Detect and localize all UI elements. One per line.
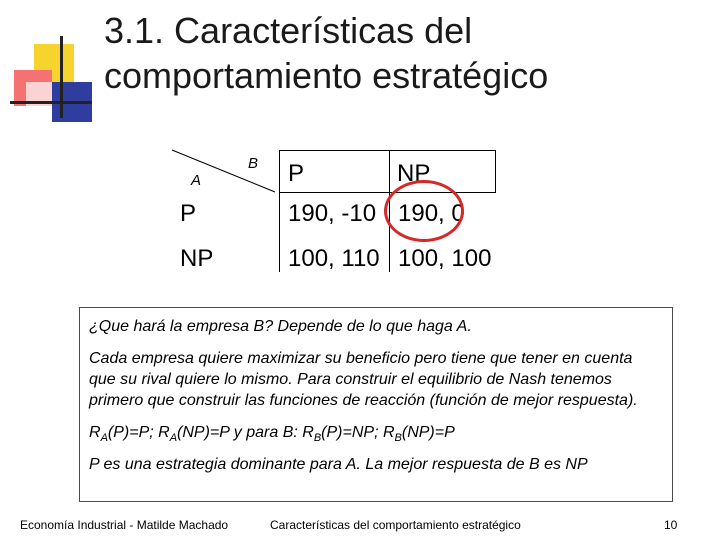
footer-author: Economía Industrial - Matilde Machado	[20, 518, 229, 532]
conclusion-text: P es una estrategia dominante para A. La mejor respuesta de B es NP	[89, 456, 588, 473]
reaction-sub-a2: A	[169, 432, 178, 445]
reaction-part3: (P)=NP; R	[321, 424, 395, 441]
reaction-part1: (P)=P; R	[107, 424, 170, 441]
cell-np-np: 100, 100	[398, 245, 492, 272]
cell-np-p: 100, 110	[288, 245, 380, 272]
row-player-label: A	[191, 172, 202, 189]
col-player-label: B	[248, 155, 259, 172]
row-header-np: NP	[180, 245, 214, 272]
logo-vertical-line	[60, 36, 63, 118]
row-header-p: P	[180, 200, 197, 227]
page-number: 10	[664, 518, 678, 532]
slide-title-line1: 3.1. Características del	[104, 10, 473, 51]
explanation-box	[79, 307, 673, 502]
table-hline-top	[279, 150, 496, 151]
reaction-functions	[89, 422, 663, 443]
corner-diagonal	[170, 148, 280, 196]
reaction-sub-b2: B	[394, 432, 402, 445]
question-text: ¿Que hará la empresa B? Depende de lo que haga A.	[89, 318, 472, 335]
col-header-p: P	[288, 160, 305, 187]
col-header-np: NP	[397, 160, 431, 187]
highlight-ellipse	[384, 180, 464, 242]
slide-title	[104, 8, 704, 98]
reaction-r: R	[89, 424, 101, 441]
table-vline-3	[495, 150, 496, 192]
logo-horizontal-line	[10, 101, 92, 104]
reaction-part2: (NP)=P y para B: R	[177, 424, 314, 441]
description-text: Cada empresa quiere maximizar su beneficio pero tiene que tener en cuenta que su rival quiere lo mismo. Para construir el equilibrio de Nash tenemos primero que construir las funciones de reacción (función de mejor respuesta).	[89, 350, 638, 409]
footer-topic: Características del comportamiento estratégico	[270, 518, 521, 532]
reaction-part4: (NP)=P	[401, 424, 455, 441]
cell-p-np: 190, 0	[398, 200, 465, 227]
reaction-sub-a1: A	[100, 432, 108, 445]
cell-p-p: 190, -10	[288, 200, 377, 227]
reaction-sub-b1: B	[313, 432, 322, 445]
table-vline-1	[279, 150, 280, 272]
table-hline-header	[279, 192, 496, 193]
slide-title-line2: comportamiento estratégico	[104, 55, 549, 96]
